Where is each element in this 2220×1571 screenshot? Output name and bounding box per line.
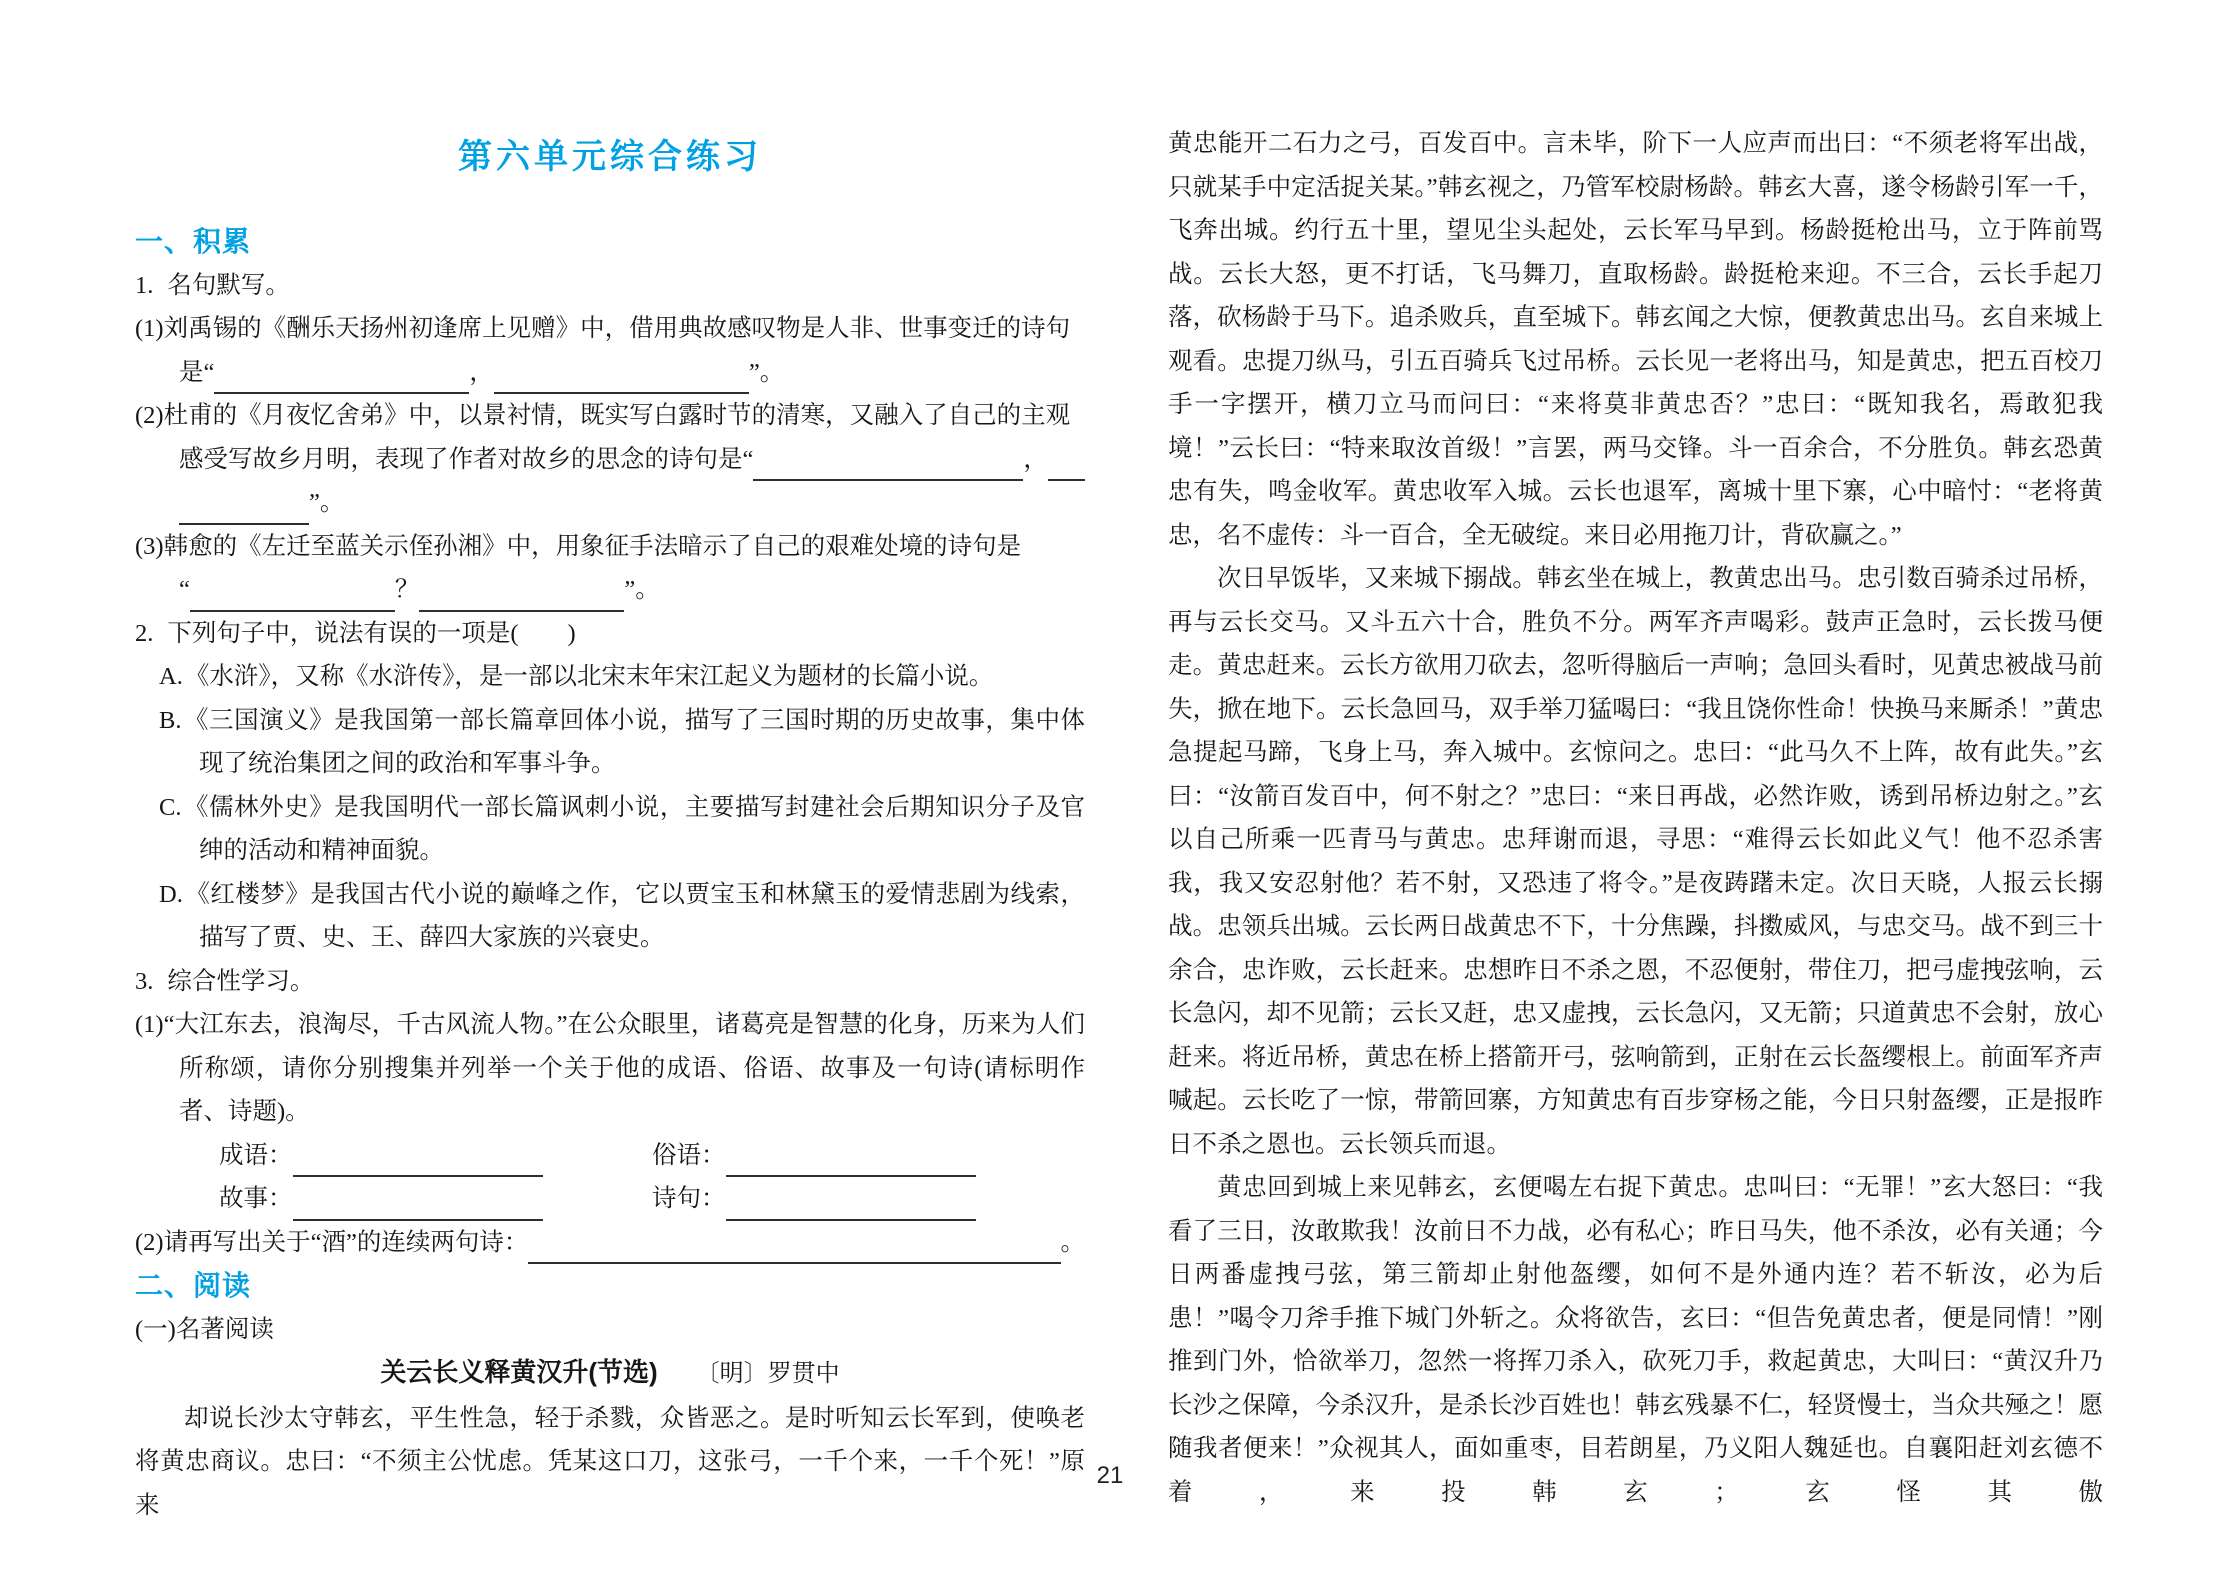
answer-blank xyxy=(293,1144,543,1177)
option-d-text: 《红楼梦》是我国古代小说的巅峰之作，它以贾宝玉和林黛玉的爱情悲剧为线索，描写了贾、史、王、薛四大家族的兴衰史。 xyxy=(184,880,1085,951)
item-1-text: 刘禹锡的《酬乐天扬州初逢席上见赠》中，借用典故感叹物是人非、世事变迁的诗句 xyxy=(163,315,1071,342)
page-title: 第六单元综合练习 xyxy=(458,138,762,176)
section-2-heading: 二、阅读 xyxy=(135,1270,252,1301)
fill-row-1 xyxy=(135,1134,1085,1178)
question-1-item-2 xyxy=(135,394,1085,525)
question-2 xyxy=(135,612,1085,656)
question-1-item-1 xyxy=(135,307,1085,394)
question-1-number: 1. xyxy=(135,271,154,299)
fill-chengyu xyxy=(219,1134,652,1178)
fill-shiju xyxy=(652,1177,1085,1221)
answer-blank xyxy=(293,1188,543,1221)
fill-shiju-label: 诗句： xyxy=(652,1185,726,1212)
item-1-quote-open: 是“ xyxy=(179,358,215,386)
item-2-comma: ， xyxy=(1023,445,1048,473)
item-2-text: 杜甫的《月夜忆舍弟》中，以景衬情，既实写白露时节的清寒，又融入了自己的主观 xyxy=(163,402,1071,429)
answer-blank xyxy=(726,1144,976,1177)
reading-title-line xyxy=(135,1351,1085,1397)
item-3-number: (3) xyxy=(135,532,164,560)
question-2-number: 2. xyxy=(135,619,154,647)
section-2-subheading: (一)名著阅读 xyxy=(135,1315,274,1343)
answer-blank xyxy=(1048,448,1085,481)
item-3-text: 韩愈的《左迁至蓝关示侄孙湘》中，用象征手法暗示了自己的艰难处境的诗句是 xyxy=(163,532,1022,560)
item-2-quote-close: ”。 xyxy=(309,489,345,516)
answer-blank xyxy=(214,361,469,394)
q3-item-2-text: 请再写出关于“酒”的连续两句诗： xyxy=(163,1228,529,1256)
item-3-question-mark: ？ xyxy=(394,576,420,603)
reading-paragraph-1-left: 却说长沙太守韩玄，平生性急，轻于杀戮，众皆恶之。是时听知云长军到，使唤老将黄忠商议。忠曰：“不须主公忧虑。凭某这口刀，这张弓，一千个来，一千个死！”原来 xyxy=(135,1404,1085,1519)
item-1-quote-close: ”。 xyxy=(748,358,785,386)
right-column xyxy=(1168,122,2103,1514)
item-2-answer-line-1 xyxy=(179,438,1085,482)
q3-item-1-number: (1) xyxy=(135,1011,164,1038)
question-1-item-3 xyxy=(135,525,1085,612)
answer-blank xyxy=(190,579,395,612)
section-1-heading: 一、积累 xyxy=(135,226,252,257)
item-2-lead: 感受写故乡月明，表现了作者对故乡的思念的诗句是“ xyxy=(179,445,754,473)
option-c-text: 《儒林外史》是我国明代一部长篇讽刺小说，主要描写封建社会后期知识分子及官绅的活动和精神面貌。 xyxy=(183,793,1085,864)
left-column xyxy=(135,138,1085,1527)
question-2-option-b xyxy=(159,699,1085,786)
answer-blank xyxy=(494,361,749,394)
answer-blank xyxy=(753,448,1023,481)
answer-blank xyxy=(726,1188,976,1221)
option-d-label: D. xyxy=(159,880,183,908)
question-3 xyxy=(135,960,1085,1004)
reading-paragraph-3: 黄忠回到城上来见韩玄，玄便喝左右捉下黄忠。忠叫曰：“无罪！”玄大怒曰：“我看了三日，汝敢欺我！汝前日不力战，必有私心；昨日马失，他不杀汝，必有关通；今日两番虚拽弓弦，第三箭却止射他盔缨，如何不是外通内连？若不斩汝，必为后患！”喝令刀斧手推下城门外斩之。众将欲告，玄曰：“但告免黄忠者，便是同情！”刚推到门外，恰欲举刀，忽然一将挥刀杀入，砍死刀手，救起黄忠，大叫曰：“黄汉升乃长沙之保障，今杀汉升，是杀长沙百姓也！韩玄残暴不仁，轻贤慢士，当众共殛之！愿随我者便来！”众视其人，面如重枣，目若朗星，乃义阳人魏延也。自襄阳赶刘玄德不着，来投韩玄；玄怪其傲 xyxy=(1168,1174,2103,1506)
option-c-label: C. xyxy=(159,793,182,821)
fill-row-2 xyxy=(135,1177,1085,1221)
item-3-answer-line xyxy=(179,568,1085,612)
answer-blank xyxy=(419,579,624,612)
reading-paragraph-2: 次日早饭毕，又来城下搦战。韩玄坐在城上，教黄忠出马。忠引数百骑杀过吊桥，再与云长交马。又斗五六十合，胜负不分。两军齐声喝彩。鼓声正急时，云长拨马便走。黄忠赶来。云长方欲用刀砍去，忽听得脑后一声响；急回头看时，见黄忠被战马前失，掀在地下。云长急回马，双手举刀猛喝曰：“我且饶你性命！快换马来厮杀！”黄忠急提起马蹄，飞身上马，奔入城中。玄惊问之。忠曰：“此马久不上阵，故有此失。”玄曰：“汝箭百发百中，何不射之？”忠曰：“来日再战，必然诈败，诱到吊桥边射之。”玄以自己所乘一匹青马与黄忠。忠拜谢而退，寻思：“难得云长如此义气！他不忍杀害我，我又安忍射他？若不射，又恐违了将令。”是夜踌躇未定。次日天晓，人报云长搦战。忠领兵出城。云长两日战黄忠不下，十分焦躁，抖擞威风，与忠交马。战不到三十余合，忠诈败，云长赶来。忠想昨日不杀之恩，不忍便射，带住刀，把弓虚拽弦响，云长急闪，却不见箭；云长又赶，忠又虚拽，云长急闪，又无箭；只道黄忠不会射，放心赶来。将近吊桥，黄忠在桥上搭箭开弓，弦响箭到，正射在云长盔缨根上。前面军齐声喊起。云长吃了一惊，带箭回寨，方知黄忠有百步穿杨之能，今日只射盔缨，正是报昨日不杀之恩也。云长领兵而退。 xyxy=(1168,565,2103,1158)
question-3-item-2 xyxy=(135,1221,1085,1265)
reading-title: 关云长义释黄汉升(节选) xyxy=(380,1357,658,1387)
question-2-stem: 下列句子中，说法有误的一项是( ) xyxy=(167,619,576,647)
option-b-text: 《三国演义》是我国第一部长篇章回体小说，描写了三国时期的历史故事，集中体现了统治集团之间的政治和军事斗争。 xyxy=(183,706,1085,777)
fill-suyu-label: 俗语： xyxy=(652,1141,726,1169)
fill-gushi-label: 故事： xyxy=(219,1185,293,1212)
question-1-text: 名句默写。 xyxy=(167,271,290,299)
item-3-quote-open: “ xyxy=(179,576,190,603)
option-a-label: A. xyxy=(159,663,183,690)
fill-gushi xyxy=(219,1177,652,1221)
item-2-answer-line-2 xyxy=(179,481,1085,525)
item-3-quote-close: ”。 xyxy=(624,576,660,603)
option-b-label: B. xyxy=(159,706,182,734)
item-1-number: (1) xyxy=(135,315,164,342)
q3-item-2-period: 。 xyxy=(1060,1228,1085,1256)
question-2-option-c xyxy=(159,786,1085,873)
reading-author: 〔明〕罗贯中 xyxy=(695,1361,840,1387)
answer-blank xyxy=(528,1231,1060,1264)
fill-chengyu-label: 成语： xyxy=(219,1141,293,1169)
question-1 xyxy=(135,264,1085,308)
page-number: 21 xyxy=(1096,1462,1124,1489)
option-a-text: 《水浒》，又称《水浒传》，是一部以北宋末年宋江起义为题材的长篇小说。 xyxy=(184,663,994,690)
fill-suyu xyxy=(652,1134,1085,1178)
q3-item-1-text: “大江东去，浪淘尽，千古风流人物。”在公众眼里，诸葛亮是智慧的化身，历来为人们所称颂，请你分别搜集并列举一个关于他的成语、俗语、故事及一句诗(请标明作者、诗题)。 xyxy=(163,1011,1085,1125)
question-3-number: 3. xyxy=(135,967,154,995)
q3-item-2-number: (2) xyxy=(135,1228,164,1256)
reading-paragraph-1-continued: 黄忠能开二石力之弓，百发百中。言未毕，阶下一人应声而出曰：“不须老将军出战，只就某手中定活捉关某。”韩玄视之，乃管军校尉杨龄。韩玄大喜，遂令杨龄引军一千，飞奔出城。约行五十里，望见尘头起处，云长军马早到。杨龄挺枪出马，立于阵前骂战。云长大怒，更不打话，飞马舞刀，直取杨龄。龄挺枪来迎。不三合，云长手起刀落，砍杨龄于马下。追杀败兵，直至城下。韩玄闻之大惊，便教黄忠出马。玄自来城上观看。忠提刀纵马，引五百骑兵飞过吊桥。云长见一老将出马，知是黄忠，把五百校刀手一字摆开，横刀立马而问曰：“来将莫非黄忠否？”忠曰：“既知我名，焉敢犯我境！”云长曰：“特来取汝首级！”言罢，两马交锋。斗一百余合，不分胜负。韩玄恐黄忠有失，鸣金收军。黄忠收军入城。云长也退军，离城十里下寨，心中暗忖：“老将黄忠，名不虚传：斗一百合，全无破绽。来日必用拖刀计，背砍赢之。” xyxy=(1168,130,2103,549)
item-2-number: (2) xyxy=(135,402,164,429)
question-3-item-1 xyxy=(135,1003,1085,1134)
question-2-option-a xyxy=(159,655,1085,699)
question-2-option-d xyxy=(159,873,1085,960)
question-3-text: 综合性学习。 xyxy=(167,967,315,995)
item-1-answer-line xyxy=(179,351,1085,395)
item-1-comma: ， xyxy=(469,358,494,386)
answer-blank xyxy=(179,492,309,525)
